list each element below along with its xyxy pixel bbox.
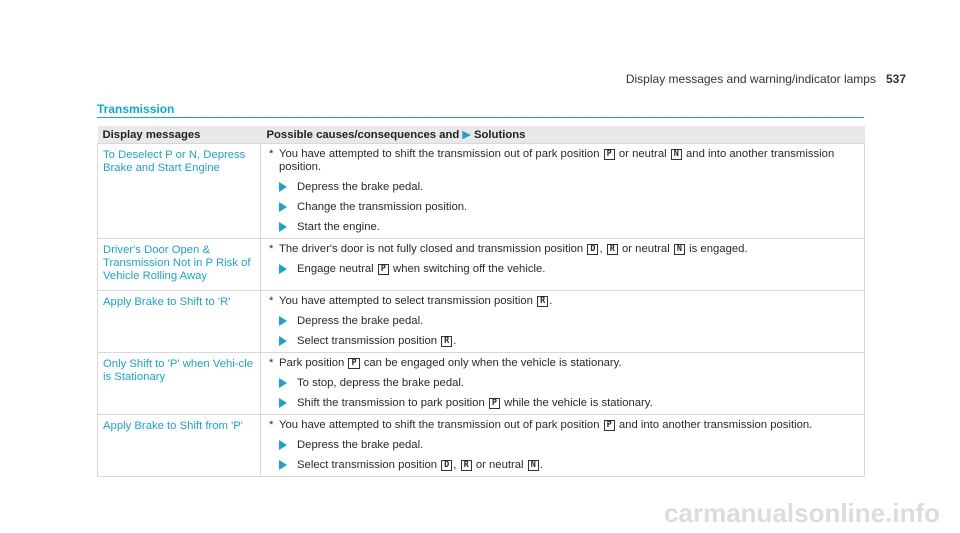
text-fragment: To stop, depress the brake pedal. — [297, 377, 465, 389]
gear-symbol: N — [674, 244, 685, 255]
text-fragment: You have attempted to shift the transmission out of park position — [279, 419, 603, 431]
solution-step — [267, 459, 858, 472]
col-header-causes-text: Possible causes/consequences and — [266, 129, 460, 141]
display-message: To Deselect P or N, Depress Brake and Start Engine — [98, 144, 261, 239]
col-header-messages: Display messages — [98, 126, 261, 144]
asterisk-marker: * — [269, 243, 274, 255]
causes-solutions-cell — [261, 239, 865, 291]
solution-step — [267, 397, 858, 410]
solution-step — [267, 263, 858, 276]
causes-solutions-cell — [261, 144, 865, 239]
gear-symbol: D — [441, 460, 452, 471]
page-number: 537 — [885, 72, 906, 86]
asterisk-marker: * — [269, 295, 274, 307]
triangle-bullet-icon — [279, 182, 287, 192]
triangle-bullet-icon — [279, 316, 287, 326]
gear-symbol: P — [348, 358, 359, 369]
text-fragment: Shift the transmission to park position — [297, 397, 488, 409]
possible-cause — [267, 148, 858, 174]
gear-symbol: P — [378, 264, 389, 275]
table-row — [98, 291, 865, 353]
gear-symbol: P — [489, 398, 500, 409]
possible-cause — [267, 357, 858, 370]
triangle-bullet-icon — [279, 202, 287, 212]
solution-step — [267, 377, 858, 390]
section-divider — [97, 117, 864, 118]
solution-step — [267, 181, 858, 194]
triangle-bullet-icon — [279, 378, 287, 388]
table-row — [98, 239, 865, 291]
text-fragment: Park position — [279, 357, 348, 369]
text-fragment: Depress the brake pedal. — [297, 439, 424, 451]
triangle-bullet-icon — [279, 264, 287, 274]
text-fragment: , — [599, 243, 606, 255]
solution-step — [267, 439, 858, 452]
possible-cause — [267, 419, 858, 432]
solution-step — [267, 315, 858, 328]
text-fragment: You have attempted to shift the transmission out of park position — [279, 148, 603, 160]
gear-symbol: N — [671, 149, 682, 160]
text-fragment: Engage neutral — [297, 263, 377, 275]
text-fragment: You have attempted to select transmission position — [279, 295, 537, 307]
text-fragment: The driver's door is not fully closed and transmission position — [279, 243, 587, 255]
col-header-causes — [261, 126, 865, 144]
possible-cause — [267, 295, 858, 308]
text-fragment: while the vehicle is stationary. — [501, 397, 653, 409]
page-header-title: Display messages and warning/indicator lamps — [625, 72, 876, 86]
text-fragment: Depress the brake pedal. — [297, 181, 424, 193]
gear-symbol: R — [537, 296, 548, 307]
table-row — [98, 353, 865, 415]
display-message: Only Shift to 'P' when Vehi-cle is Stationary — [98, 353, 261, 415]
causes-solutions-cell — [261, 415, 865, 477]
arrow-right-icon: ▶ — [462, 129, 471, 141]
solution-step — [267, 335, 858, 348]
triangle-bullet-icon — [279, 440, 287, 450]
triangle-bullet-icon — [279, 336, 287, 346]
text-fragment: . — [453, 335, 457, 347]
gear-symbol: R — [441, 336, 452, 347]
table-row — [98, 144, 865, 239]
text-fragment: is engaged. — [686, 243, 748, 255]
watermark: carmanualsonline.info — [664, 498, 940, 528]
causes-solutions-cell — [261, 353, 865, 415]
display-message: Driver's Door Open & Transmission Not in P Risk of Vehicle Rolling Away — [98, 239, 261, 291]
text-fragment: or neutral — [472, 459, 527, 471]
asterisk-marker: * — [269, 419, 274, 431]
page-header — [626, 72, 906, 86]
asterisk-marker: * — [269, 357, 274, 369]
possible-cause — [267, 243, 858, 256]
text-fragment: or neutral — [618, 243, 673, 255]
text-fragment: Depress the brake pedal. — [297, 315, 424, 327]
gear-symbol: R — [461, 460, 472, 471]
text-fragment: and into another transmission position. — [615, 419, 813, 431]
solution-step — [267, 221, 858, 234]
triangle-bullet-icon — [279, 222, 287, 232]
triangle-bullet-icon — [279, 460, 287, 470]
gear-symbol: P — [604, 149, 615, 160]
gear-symbol: R — [607, 244, 618, 255]
causes-solutions-cell — [261, 291, 865, 353]
gear-symbol: N — [528, 460, 539, 471]
text-fragment: and into another transmission position. — [279, 148, 835, 173]
display-message: Apply Brake to Shift from 'P' — [98, 415, 261, 477]
text-fragment: . — [549, 295, 553, 307]
section-title: Transmission — [97, 102, 175, 116]
text-fragment: Change the transmission position. — [297, 201, 468, 213]
solution-step — [267, 201, 858, 214]
gear-symbol: P — [604, 420, 615, 431]
table-header-row — [98, 126, 865, 144]
text-fragment: Select transmission position — [297, 459, 441, 471]
asterisk-marker: * — [269, 148, 274, 160]
display-message: Apply Brake to Shift to 'R' — [98, 291, 261, 353]
text-fragment: can be engaged only when the vehicle is stationary. — [360, 357, 622, 369]
text-fragment: Select transmission position — [297, 335, 441, 347]
table-row — [98, 415, 865, 477]
text-fragment: when switching off the vehicle. — [389, 263, 546, 275]
text-fragment: , — [453, 459, 460, 471]
triangle-bullet-icon — [279, 398, 287, 408]
text-fragment: or neutral — [615, 148, 670, 160]
text-fragment: Start the engine. — [297, 221, 380, 233]
col-header-solutions-text: Solutions — [473, 129, 526, 141]
gear-symbol: D — [587, 244, 598, 255]
text-fragment: . — [539, 459, 543, 471]
messages-table — [97, 126, 865, 477]
